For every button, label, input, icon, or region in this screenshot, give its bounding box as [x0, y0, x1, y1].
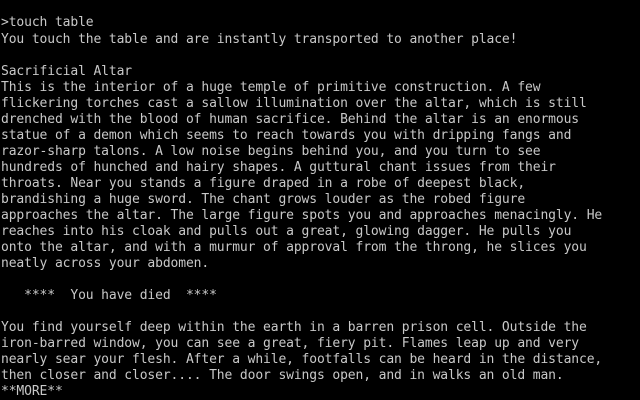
room-description-line: reaches into his cloak and pulls out a great, glowing dagger. He pulls you: [1, 224, 572, 239]
death-message: **** You have died ****: [1, 288, 217, 303]
more-prompt[interactable]: **MORE**: [1, 384, 63, 399]
command-response: You touch the table and are instantly transported to another place!: [1, 32, 518, 47]
room-description-line: onto the altar, and with a murmur of approval from the throng, he slices you: [1, 240, 587, 255]
room-title: Sacrificial Altar: [1, 64, 133, 79]
room-description-line: approaches the altar. The large figure spots you and approaches menacingly. He: [1, 208, 603, 223]
room-description-line: This is the interior of a huge temple of primitive construction. A few: [1, 80, 541, 95]
room-description-line: throats. Near you stands a figure draped in a robe of deepest black,: [1, 176, 526, 191]
room-description-line: brandishing a huge sword. The chant grows louder as the robed figure: [1, 192, 526, 207]
command-echo: >touch table: [1, 15, 94, 30]
room-description-line: statue of a demon which seems to reach towards you with dripping fangs and: [1, 128, 572, 143]
room-description-line: razor-sharp talons. A low noise begins behind you, and you turn to see: [1, 144, 541, 159]
room-description-line: flickering torches cast a sallow illumination over the altar, which is still: [1, 96, 587, 111]
afterlife-text-line: You find yourself deep within the earth in a barren prison cell. Outside the: [1, 320, 587, 335]
afterlife-text-line: nearly sear your flesh. After a while, footfalls can be heard in the distance,: [1, 352, 603, 367]
room-description-line: drenched with the blood of human sacrifice. Behind the altar is an enormous: [1, 112, 579, 127]
afterlife-text-line: then closer and closer.... The door swings open, and in walks an old man.: [1, 368, 564, 383]
afterlife-text-line: iron-barred window, you can see a great, fiery pit. Flames leap up and very: [1, 336, 579, 351]
room-description-line: hundreds of hunched and hairy shapes. A guttural chant issues from their: [1, 160, 556, 175]
room-description-line: neatly across your abdomen.: [1, 256, 210, 271]
